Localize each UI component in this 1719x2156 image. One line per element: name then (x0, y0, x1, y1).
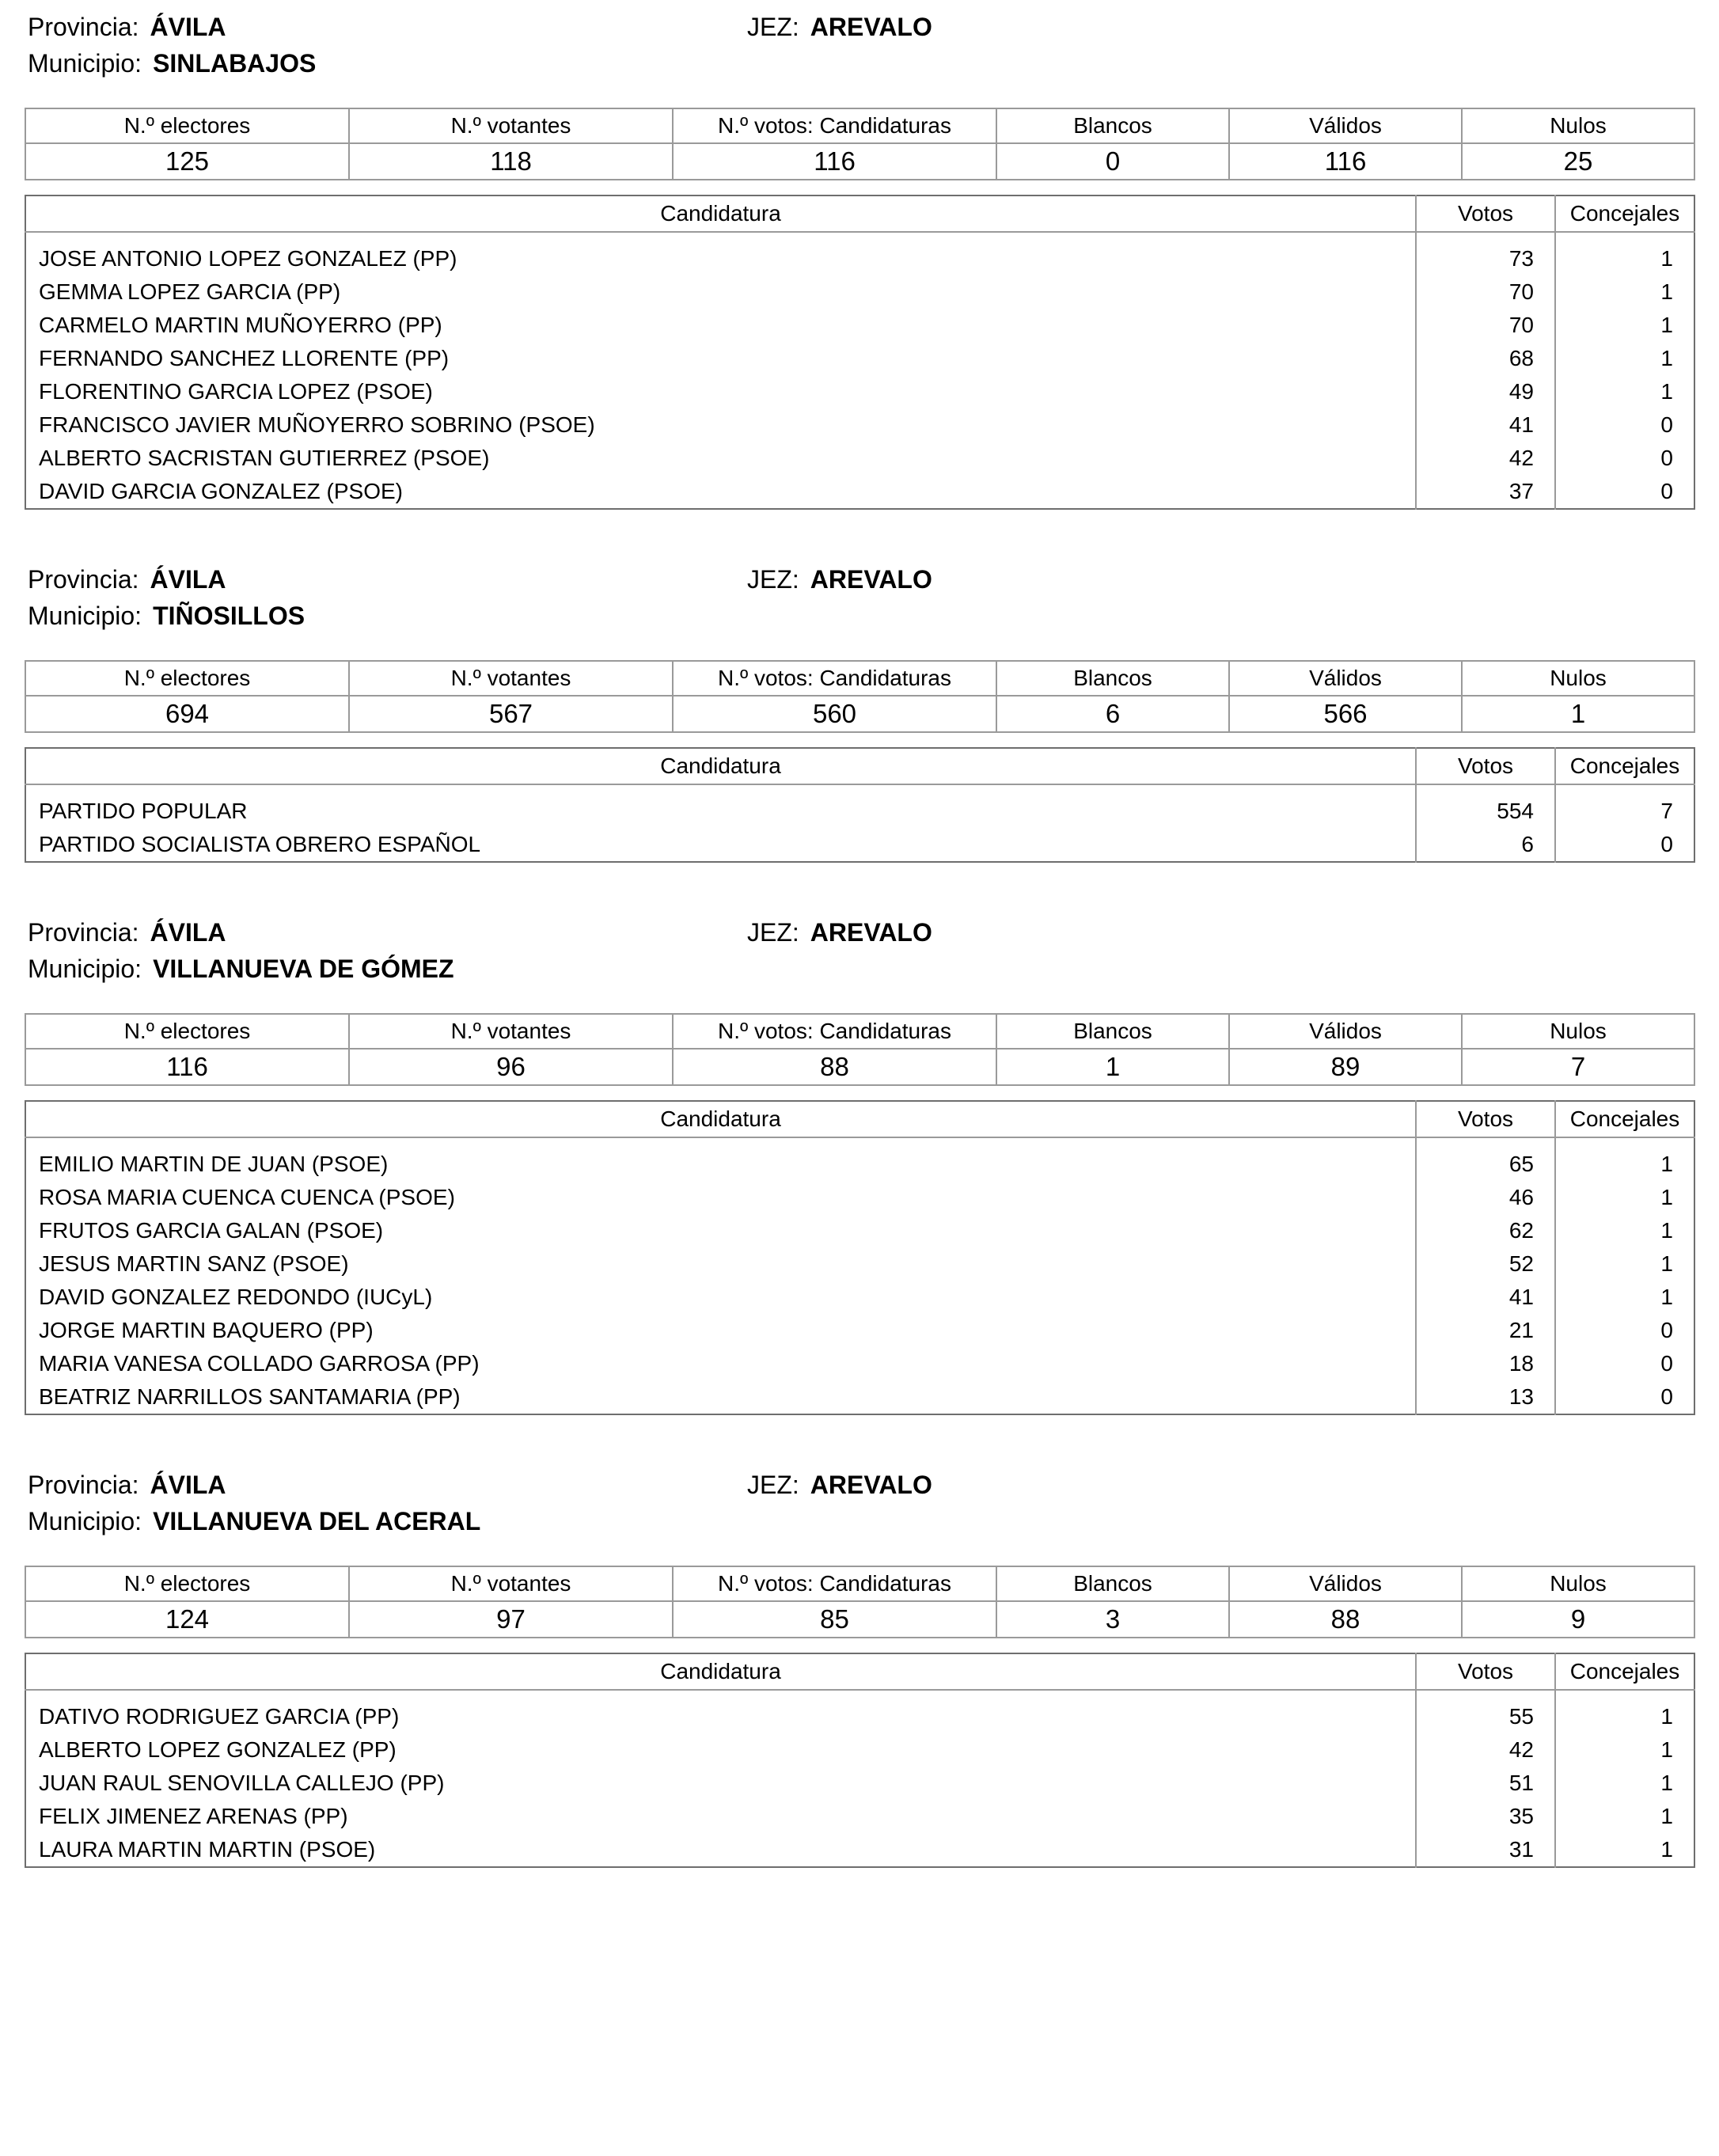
candidate-concejales: 1 (1555, 309, 1694, 342)
summary-header-row (25, 661, 1694, 696)
candidate-concejales: 1 (1555, 275, 1694, 309)
provincia-label: Provincia: (28, 13, 139, 41)
candidate-row (25, 309, 1694, 342)
candidate-concejales: 0 (1555, 408, 1694, 442)
summary-header-cell: Válidos (1229, 661, 1462, 696)
candidate-row (25, 1148, 1694, 1181)
candidate-concejales: 0 (1555, 1380, 1694, 1414)
candidate-votos: 13 (1416, 1380, 1555, 1414)
candidates-header-row (25, 1653, 1694, 1690)
municipio-line (28, 49, 316, 78)
candidates-table (25, 1100, 1695, 1415)
municipio-line (28, 955, 454, 983)
candidate-row (25, 442, 1694, 475)
col-candidatura: Candidatura (25, 195, 1416, 232)
candidate-row (25, 1733, 1694, 1767)
jez-line (747, 918, 932, 947)
candidate-votos: 41 (1416, 408, 1555, 442)
summary-table (25, 108, 1695, 180)
provincia-line (28, 565, 226, 594)
col-candidatura: Candidatura (25, 1101, 1416, 1137)
candidate-concejales: 1 (1555, 1700, 1694, 1733)
municipio-value: SINLABAJOS (153, 49, 317, 78)
candidate-row (25, 1800, 1694, 1833)
candidate-name: EMILIO MARTIN DE JUAN (PSOE) (39, 1152, 389, 1176)
candidate-name: ROSA MARIA CUENCA CUENCA (PSOE) (39, 1185, 455, 1209)
summary-header-cell: N.º electores (25, 108, 349, 143)
candidate-concejales: 1 (1555, 1214, 1694, 1247)
spacer-row (25, 232, 1694, 242)
summary-header-row (25, 1566, 1694, 1601)
provincia-label: Provincia: (28, 918, 139, 947)
summary-value-cell: 88 (1229, 1601, 1462, 1638)
candidate-name: PARTIDO SOCIALISTA OBRERO ESPAÑOL (39, 832, 481, 856)
provincia-line (28, 1471, 226, 1499)
provincia-line (28, 13, 226, 41)
candidate-row (25, 375, 1694, 408)
provincia-value: ÁVILA (150, 13, 226, 41)
spacer-cell (1555, 784, 1694, 795)
summary-header-cell: N.º votantes (349, 108, 673, 143)
candidate-row (25, 475, 1694, 509)
candidate-concejales: 1 (1555, 1833, 1694, 1867)
summary-value-cell: 0 (996, 143, 1229, 180)
summary-value-cell: 85 (673, 1601, 996, 1638)
col-votos: Votos (1416, 195, 1555, 232)
candidate-row (25, 1700, 1694, 1733)
candidate-name: CARMELO MARTIN MUÑOYERRO (PP) (39, 313, 442, 337)
summary-header-row (25, 108, 1694, 143)
summary-value-cell: 97 (349, 1601, 673, 1638)
candidate-row (25, 342, 1694, 375)
summary-header-cell: N.º votos: Candidaturas (673, 108, 996, 143)
jez-label: JEZ: (747, 918, 799, 947)
jez-line (747, 13, 932, 41)
candidate-votos: 46 (1416, 1181, 1555, 1214)
candidate-votos: 73 (1416, 242, 1555, 275)
summary-value-cell: 7 (1462, 1049, 1694, 1085)
candidate-concejales: 1 (1555, 342, 1694, 375)
spacer-row (25, 784, 1694, 795)
summary-table (25, 1013, 1695, 1086)
summary-value-row (25, 143, 1694, 180)
candidate-name: JOSE ANTONIO LOPEZ GONZALEZ (PP) (39, 246, 457, 271)
spacer-cell (25, 232, 1416, 242)
municipio-value: VILLANUEVA DE GÓMEZ (153, 955, 454, 983)
municipio-label: Municipio: (28, 955, 142, 983)
spacer-cell (1555, 1137, 1694, 1148)
candidate-votos: 49 (1416, 375, 1555, 408)
col-concejales: Concejales (1555, 748, 1694, 784)
jez-value: AREVALO (810, 918, 932, 947)
candidates-table (25, 747, 1695, 863)
summary-header-cell: N.º votantes (349, 1566, 673, 1601)
municipio-label: Municipio: (28, 602, 142, 630)
candidate-votos: 31 (1416, 1833, 1555, 1867)
summary-table (25, 660, 1695, 733)
summary-header-cell: N.º electores (25, 661, 349, 696)
candidates-table (25, 195, 1695, 510)
col-votos: Votos (1416, 1653, 1555, 1690)
summary-header-cell: N.º votantes (349, 661, 673, 696)
municipio-value: TIÑOSILLOS (153, 602, 305, 630)
candidate-name: FLORENTINO GARCIA LOPEZ (PSOE) (39, 379, 433, 404)
candidate-concejales: 1 (1555, 1247, 1694, 1281)
candidates-header-row (25, 195, 1694, 232)
summary-value-cell: 96 (349, 1049, 673, 1085)
candidate-name: FELIX JIMENEZ ARENAS (PP) (39, 1804, 348, 1828)
candidate-row (25, 1281, 1694, 1314)
spacer-cell (25, 1690, 1416, 1700)
provincia-label: Provincia: (28, 565, 139, 594)
candidate-name: DAVID GARCIA GONZALEZ (PSOE) (39, 479, 404, 503)
candidate-row (25, 275, 1694, 309)
summary-header-cell: N.º electores (25, 1566, 349, 1601)
candidate-name: FERNANDO SANCHEZ LLORENTE (PP) (39, 346, 450, 370)
candidate-name: ALBERTO LOPEZ GONZALEZ (PP) (39, 1737, 397, 1762)
summary-value-cell: 694 (25, 696, 349, 732)
candidate-name: MARIA VANESA COLLADO GARROSA (PP) (39, 1351, 480, 1376)
candidate-votos: 70 (1416, 309, 1555, 342)
candidate-name: FRANCISCO JAVIER MUÑOYERRO SOBRINO (PSOE) (39, 412, 595, 437)
candidate-concejales: 1 (1555, 242, 1694, 275)
spacer-cell (25, 784, 1416, 795)
jez-line (747, 1471, 932, 1499)
municipio-label: Municipio: (28, 1507, 142, 1535)
summary-header-cell: Nulos (1462, 108, 1694, 143)
candidate-votos: 70 (1416, 275, 1555, 309)
summary-value-cell: 118 (349, 143, 673, 180)
municipio-label: Municipio: (28, 49, 142, 78)
summary-value-cell: 25 (1462, 143, 1694, 180)
candidate-concejales: 1 (1555, 1281, 1694, 1314)
col-votos: Votos (1416, 1101, 1555, 1137)
summary-header-row (25, 1014, 1694, 1049)
summary-header-cell: N.º votos: Candidaturas (673, 1014, 996, 1049)
col-concejales: Concejales (1555, 195, 1694, 232)
candidate-votos: 37 (1416, 475, 1555, 509)
summary-header-cell: Nulos (1462, 1014, 1694, 1049)
candidate-votos: 42 (1416, 442, 1555, 475)
candidate-row (25, 828, 1694, 862)
candidate-concejales: 1 (1555, 375, 1694, 408)
candidate-name: LAURA MARTIN MARTIN (PSOE) (39, 1837, 376, 1862)
municipio-line (28, 1507, 480, 1535)
summary-header-cell: Válidos (1229, 1014, 1462, 1049)
jez-value: AREVALO (810, 13, 932, 41)
provincia-value: ÁVILA (150, 565, 226, 594)
candidate-votos: 62 (1416, 1214, 1555, 1247)
candidates-header-row (25, 1101, 1694, 1137)
candidate-row (25, 1767, 1694, 1800)
candidate-votos: 52 (1416, 1247, 1555, 1281)
candidate-votos: 18 (1416, 1347, 1555, 1380)
candidate-row (25, 1314, 1694, 1347)
jez-value: AREVALO (810, 1471, 932, 1499)
jez-label: JEZ: (747, 1471, 799, 1499)
candidate-votos: 68 (1416, 342, 1555, 375)
summary-table (25, 1566, 1695, 1638)
candidate-concejales: 7 (1555, 795, 1694, 828)
col-concejales: Concejales (1555, 1101, 1694, 1137)
candidate-votos: 42 (1416, 1733, 1555, 1767)
municipio-value: VILLANUEVA DEL ACERAL (153, 1507, 481, 1535)
spacer-row (25, 1137, 1694, 1148)
summary-header-cell: Válidos (1229, 108, 1462, 143)
provincia-line (28, 918, 226, 947)
summary-header-cell: N.º votos: Candidaturas (673, 1566, 996, 1601)
candidate-concejales: 0 (1555, 442, 1694, 475)
summary-value-cell: 125 (25, 143, 349, 180)
summary-header-cell: N.º electores (25, 1014, 349, 1049)
spacer-cell (1555, 1690, 1694, 1700)
summary-header-cell: N.º votantes (349, 1014, 673, 1049)
candidate-votos: 65 (1416, 1148, 1555, 1181)
summary-value-cell: 567 (349, 696, 673, 732)
summary-value-cell: 116 (25, 1049, 349, 1085)
col-candidatura: Candidatura (25, 748, 1416, 784)
jez-label: JEZ: (747, 13, 799, 41)
summary-value-cell: 116 (1229, 143, 1462, 180)
candidate-votos: 554 (1416, 795, 1555, 828)
summary-value-cell: 116 (673, 143, 996, 180)
candidate-concejales: 1 (1555, 1733, 1694, 1767)
summary-header-cell: Nulos (1462, 661, 1694, 696)
spacer-cell (1416, 1690, 1555, 1700)
summary-value-row (25, 696, 1694, 732)
candidates-header-row (25, 748, 1694, 784)
municipio-line (28, 602, 305, 630)
candidate-name: BEATRIZ NARRILLOS SANTAMARIA (PP) (39, 1384, 461, 1409)
candidate-row (25, 1833, 1694, 1867)
candidate-votos: 35 (1416, 1800, 1555, 1833)
summary-header-cell: N.º votos: Candidaturas (673, 661, 996, 696)
summary-header-cell: Blancos (996, 108, 1229, 143)
candidate-votos: 55 (1416, 1700, 1555, 1733)
candidate-name: DATIVO RODRIGUEZ GARCIA (PP) (39, 1704, 400, 1729)
summary-header-cell: Válidos (1229, 1566, 1462, 1601)
candidate-name: DAVID GONZALEZ REDONDO (IUCyL) (39, 1285, 433, 1309)
candidate-name: PARTIDO POPULAR (39, 799, 248, 823)
summary-value-cell: 3 (996, 1601, 1229, 1638)
spacer-cell (1555, 232, 1694, 242)
summary-value-cell: 124 (25, 1601, 349, 1638)
candidate-name: ALBERTO SACRISTAN GUTIERREZ (PSOE) (39, 446, 490, 470)
candidate-name: JORGE MARTIN BAQUERO (PP) (39, 1318, 374, 1342)
summary-value-cell: 1 (996, 1049, 1229, 1085)
candidate-row (25, 1214, 1694, 1247)
summary-value-cell: 9 (1462, 1601, 1694, 1638)
provincia-value: ÁVILA (150, 918, 226, 947)
summary-value-row (25, 1601, 1694, 1638)
candidate-concejales: 1 (1555, 1800, 1694, 1833)
candidate-name: JUAN RAUL SENOVILLA CALLEJO (PP) (39, 1771, 445, 1795)
col-candidatura: Candidatura (25, 1653, 1416, 1690)
summary-value-cell: 1 (1462, 696, 1694, 732)
summary-value-cell: 566 (1229, 696, 1462, 732)
candidate-name: FRUTOS GARCIA GALAN (PSOE) (39, 1218, 384, 1243)
candidate-row (25, 1347, 1694, 1380)
spacer-cell (1416, 232, 1555, 242)
candidate-concejales: 0 (1555, 1314, 1694, 1347)
candidate-row (25, 242, 1694, 275)
spacer-cell (1416, 784, 1555, 795)
candidate-concejales: 1 (1555, 1148, 1694, 1181)
summary-value-cell: 6 (996, 696, 1229, 732)
summary-header-cell: Blancos (996, 661, 1229, 696)
candidate-name: JESUS MARTIN SANZ (PSOE) (39, 1251, 349, 1276)
summary-header-cell: Nulos (1462, 1566, 1694, 1601)
col-concejales: Concejales (1555, 1653, 1694, 1690)
summary-value-cell: 89 (1229, 1049, 1462, 1085)
candidate-concejales: 0 (1555, 475, 1694, 509)
candidate-name: GEMMA LOPEZ GARCIA (PP) (39, 279, 341, 304)
col-votos: Votos (1416, 748, 1555, 784)
spacer-cell (25, 1137, 1416, 1148)
candidate-row (25, 1380, 1694, 1414)
candidate-votos: 6 (1416, 828, 1555, 862)
summary-value-cell: 88 (673, 1049, 996, 1085)
spacer-row (25, 1690, 1694, 1700)
candidate-concejales: 0 (1555, 1347, 1694, 1380)
spacer-cell (1416, 1137, 1555, 1148)
candidate-row (25, 1247, 1694, 1281)
provincia-value: ÁVILA (150, 1471, 226, 1499)
candidates-table (25, 1653, 1695, 1868)
jez-line (747, 565, 932, 594)
jez-value: AREVALO (810, 565, 932, 594)
candidate-votos: 21 (1416, 1314, 1555, 1347)
candidate-concejales: 1 (1555, 1767, 1694, 1800)
candidate-row (25, 408, 1694, 442)
summary-header-cell: Blancos (996, 1566, 1229, 1601)
candidate-votos: 41 (1416, 1281, 1555, 1314)
summary-value-row (25, 1049, 1694, 1085)
candidate-concejales: 0 (1555, 828, 1694, 862)
provincia-label: Provincia: (28, 1471, 139, 1499)
candidate-votos: 51 (1416, 1767, 1555, 1800)
summary-value-cell: 560 (673, 696, 996, 732)
jez-label: JEZ: (747, 565, 799, 594)
summary-header-cell: Blancos (996, 1014, 1229, 1049)
candidate-row (25, 795, 1694, 828)
candidate-concejales: 1 (1555, 1181, 1694, 1214)
candidate-row (25, 1181, 1694, 1214)
